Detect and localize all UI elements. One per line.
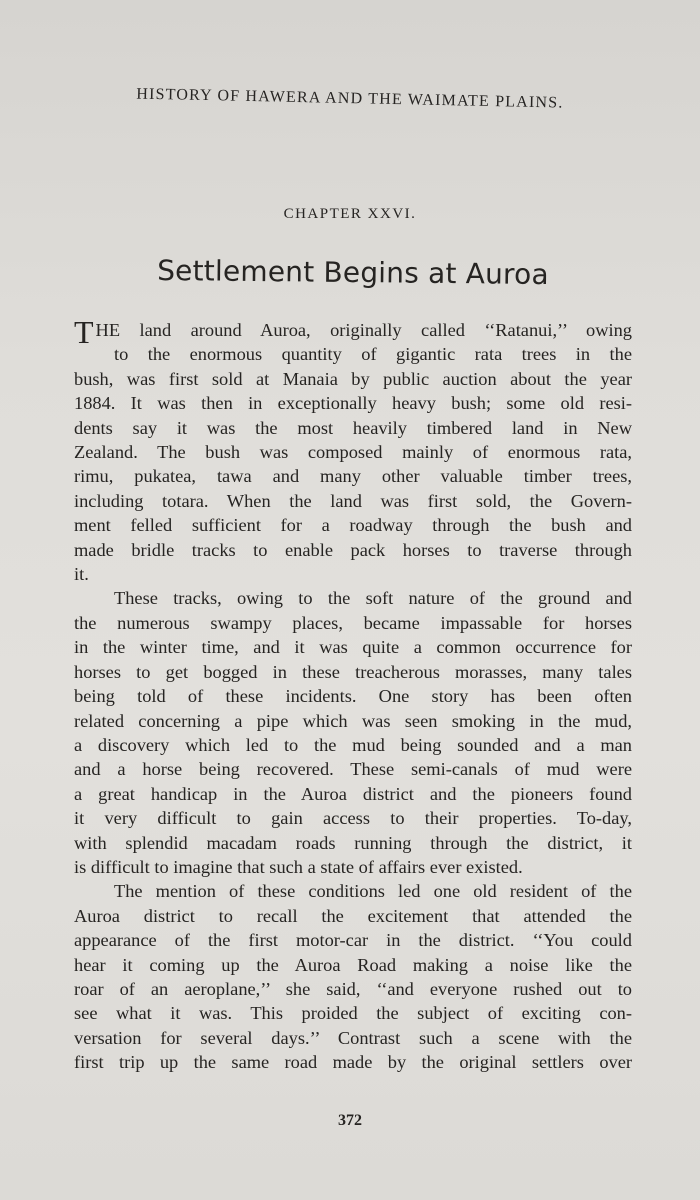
paragraph bbox=[74, 879, 632, 1074]
text-line: hear it coming up the Auroa Road making a noise like the bbox=[74, 954, 632, 975]
text-line: These tracks, owing to the soft nature of the ground and bbox=[114, 588, 632, 609]
text-line: 1884. It was then in exceptionally heavy bush; some old resi- bbox=[74, 393, 632, 414]
text-line: it. bbox=[74, 564, 89, 585]
text-line: in the winter time, and it was quite a common occurrence for bbox=[74, 637, 632, 658]
text-line: including totara. When the land was first sold, the Govern- bbox=[74, 490, 632, 511]
text-line: to the enormous quantity of gigantic rata trees in the bbox=[114, 344, 632, 365]
text-line: ment felled sufficient for a roadway through the bush and bbox=[74, 515, 632, 536]
text-line: the numerous swampy places, became impassable for horses bbox=[74, 612, 632, 633]
text-line: is difficult to imagine that such a state of affairs ever existed. bbox=[74, 856, 523, 877]
text-line bbox=[74, 314, 632, 350]
text-line: a great handicap in the Auroa district and the pioneers found bbox=[74, 783, 632, 804]
text-line: see what it was. This proided the subject of exciting con- bbox=[74, 1003, 632, 1024]
text-line: versation for several days.’’ Contrast such a scene with the bbox=[74, 1027, 632, 1048]
text-line: it very difficult to gain access to their properties. To-day, bbox=[74, 808, 632, 829]
paragraph bbox=[74, 314, 632, 586]
paragraph bbox=[74, 586, 632, 879]
text-line: bush, was first sold at Manaia by public auction about the year bbox=[74, 368, 632, 389]
body-text bbox=[74, 314, 632, 1075]
text-line: dents say it was the most heavily timbered land in New bbox=[74, 417, 632, 438]
text-line: Auroa district to recall the excitement that attended the bbox=[74, 905, 632, 926]
text-line: related concerning a pipe which was seen smoking in the mud, bbox=[74, 710, 632, 731]
text-line: being told of these incidents. One story has been often bbox=[74, 686, 632, 707]
page-number: 372 bbox=[338, 1112, 362, 1129]
text-line: horses to get bogged in these treacherous morasses, many tales bbox=[74, 661, 632, 682]
text-line: Zealand. The bush was composed mainly of enormous rata, bbox=[74, 442, 632, 463]
text-line: The mention of these conditions led one old resident of the bbox=[114, 881, 632, 902]
text-line: and a horse being recovered. These semi-canals of mud were bbox=[74, 759, 632, 780]
chapter-number: CHAPTER XXVI. bbox=[283, 206, 417, 222]
text-line-content: HE land around Auroa, originally called ‘‘Ratanui,’’ owing bbox=[95, 320, 632, 340]
text-line: with splendid macadam roads running through the district, it bbox=[74, 832, 632, 853]
text-line: first trip up the same road made by the original settlers over bbox=[74, 1052, 632, 1073]
text-line: roar of an aeroplane,’’ she said, ‘‘and everyone rushed out to bbox=[74, 978, 632, 999]
drop-cap: T bbox=[74, 314, 94, 350]
text-line: appearance of the first motor-car in the district. ‘‘You could bbox=[74, 930, 632, 951]
running-head: HISTORY OF HAWERA AND THE WAIMATE PLAINS. bbox=[136, 85, 564, 112]
text-line: a discovery which led to the mud being sounded and a man bbox=[74, 734, 632, 755]
chapter-title: Settlement Begins at Auroa bbox=[157, 253, 549, 292]
text-line: rimu, pukatea, tawa and many other valuable timber trees, bbox=[74, 466, 632, 487]
text-line: made bridle tracks to enable pack horses to traverse through bbox=[74, 539, 632, 560]
